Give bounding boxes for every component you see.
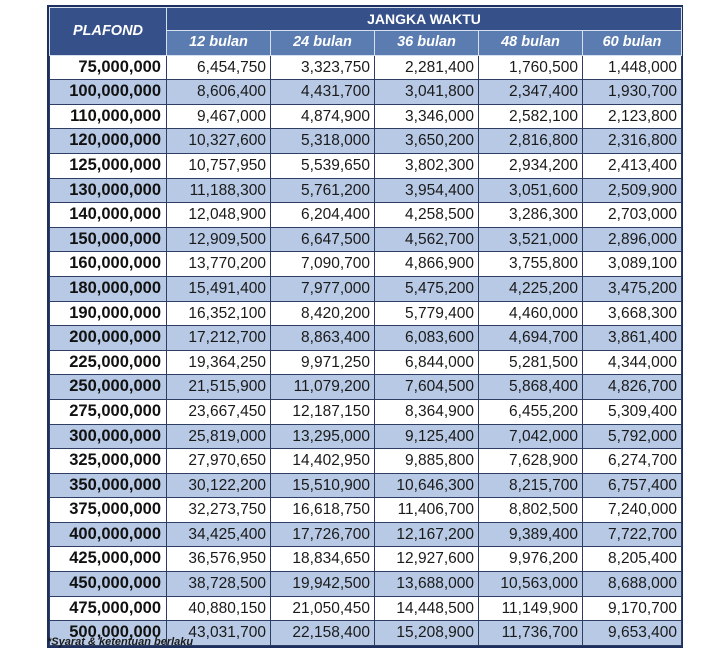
installment-cell: 10,757,950 (167, 153, 271, 178)
installment-cell: 21,515,900 (167, 375, 271, 400)
installment-cell: 36,576,950 (167, 547, 271, 572)
installment-cell: 2,896,000 (583, 227, 682, 252)
plafond-cell: 375,000,000 (50, 498, 167, 523)
installment-cell: 1,448,000 (583, 55, 682, 80)
table-body (50, 55, 682, 645)
plafond-cell: 200,000,000 (50, 326, 167, 351)
term-header: 48 bulan (479, 31, 583, 56)
installment-cell: 6,274,700 (583, 449, 682, 474)
installment-cell: 4,225,200 (479, 276, 583, 301)
installment-cell: 8,863,400 (271, 326, 375, 351)
installment-cell: 11,188,300 (167, 178, 271, 203)
table-row (50, 178, 682, 203)
installment-cell: 16,352,100 (167, 301, 271, 326)
installment-cell: 5,281,500 (479, 350, 583, 375)
plafond-cell: 100,000,000 (50, 80, 167, 105)
installment-cell: 4,874,900 (271, 104, 375, 129)
installment-cell: 5,779,400 (375, 301, 479, 326)
term-group-header: JANGKA WAKTU (167, 8, 682, 31)
installment-cell: 3,346,000 (375, 104, 479, 129)
installment-cell: 10,327,600 (167, 129, 271, 154)
installment-cell: 4,344,000 (583, 350, 682, 375)
table-row (50, 203, 682, 228)
installment-cell: 13,770,200 (167, 252, 271, 277)
installment-cell: 5,868,400 (479, 375, 583, 400)
plafond-cell: 130,000,000 (50, 178, 167, 203)
installment-cell: 15,510,900 (271, 473, 375, 498)
installment-table (49, 7, 682, 646)
installment-cell: 1,760,500 (479, 55, 583, 80)
installment-cell: 13,688,000 (375, 572, 479, 597)
plafond-cell: 120,000,000 (50, 129, 167, 154)
table-row (50, 498, 682, 523)
table-row (50, 227, 682, 252)
term-header: 12 bulan (167, 31, 271, 56)
installment-cell: 4,866,900 (375, 252, 479, 277)
installment-cell: 3,755,800 (479, 252, 583, 277)
installment-cell: 11,406,700 (375, 498, 479, 523)
installment-cell: 2,703,000 (583, 203, 682, 228)
header-row-group (50, 8, 682, 31)
installment-cell: 12,187,150 (271, 399, 375, 424)
installment-cell: 8,420,200 (271, 301, 375, 326)
installment-cell: 7,977,000 (271, 276, 375, 301)
installment-cell: 2,509,900 (583, 178, 682, 203)
table-row (50, 350, 682, 375)
installment-cell: 14,448,500 (375, 596, 479, 621)
installment-cell: 4,694,700 (479, 326, 583, 351)
installment-cell: 3,089,100 (583, 252, 682, 277)
installment-cell: 10,646,300 (375, 473, 479, 498)
installment-cell: 19,364,250 (167, 350, 271, 375)
installment-cell: 8,606,400 (167, 80, 271, 105)
table-row (50, 522, 682, 547)
plafond-cell: 475,000,000 (50, 596, 167, 621)
term-header: 60 bulan (583, 31, 682, 56)
installment-cell: 15,208,900 (375, 621, 479, 646)
installment-cell: 8,364,900 (375, 399, 479, 424)
plafond-cell: 180,000,000 (50, 276, 167, 301)
installment-cell: 9,971,250 (271, 350, 375, 375)
installment-cell: 5,761,200 (271, 178, 375, 203)
installment-cell: 9,885,800 (375, 449, 479, 474)
installment-cell: 12,927,600 (375, 547, 479, 572)
installment-cell: 8,688,000 (583, 572, 682, 597)
plafond-cell: 250,000,000 (50, 375, 167, 400)
installment-cell: 12,048,900 (167, 203, 271, 228)
installment-cell: 4,431,700 (271, 80, 375, 105)
term-header: 36 bulan (375, 31, 479, 56)
plafond-cell: 110,000,000 (50, 104, 167, 129)
installment-cell: 5,539,650 (271, 153, 375, 178)
table-row (50, 252, 682, 277)
installment-cell: 21,050,450 (271, 596, 375, 621)
installment-cell: 3,650,200 (375, 129, 479, 154)
installment-cell: 34,425,400 (167, 522, 271, 547)
plafond-header: PLAFOND (50, 8, 167, 56)
plafond-cell: 400,000,000 (50, 522, 167, 547)
installment-cell: 7,604,500 (375, 375, 479, 400)
table-row (50, 399, 682, 424)
installment-cell: 6,204,400 (271, 203, 375, 228)
installment-cell: 12,909,500 (167, 227, 271, 252)
installment-cell: 4,460,000 (479, 301, 583, 326)
plafond-cell: 125,000,000 (50, 153, 167, 178)
installment-cell: 8,205,400 (583, 547, 682, 572)
table-row (50, 424, 682, 449)
installment-cell: 3,668,300 (583, 301, 682, 326)
installment-cell: 3,521,000 (479, 227, 583, 252)
installment-cell: 30,122,200 (167, 473, 271, 498)
installment-cell: 10,563,000 (479, 572, 583, 597)
installment-cell: 9,653,400 (583, 621, 682, 646)
plafond-cell: 325,000,000 (50, 449, 167, 474)
installment-cell: 7,090,700 (271, 252, 375, 277)
installment-cell: 11,736,700 (479, 621, 583, 646)
plafond-cell: 350,000,000 (50, 473, 167, 498)
plafond-cell: 450,000,000 (50, 572, 167, 597)
installment-cell: 2,316,800 (583, 129, 682, 154)
table-row (50, 153, 682, 178)
installment-cell: 22,158,400 (271, 621, 375, 646)
installment-cell: 3,041,800 (375, 80, 479, 105)
plafond-cell: 75,000,000 (50, 55, 167, 80)
plafond-cell: 150,000,000 (50, 227, 167, 252)
installment-cell: 38,728,500 (167, 572, 271, 597)
table-row (50, 129, 682, 154)
installment-cell: 1,930,700 (583, 80, 682, 105)
plafond-cell: 160,000,000 (50, 252, 167, 277)
installment-cell: 6,844,000 (375, 350, 479, 375)
table-row (50, 80, 682, 105)
installment-cell: 43,031,700 (167, 621, 271, 646)
installment-cell: 4,826,700 (583, 375, 682, 400)
installment-cell: 13,295,000 (271, 424, 375, 449)
table-row (50, 547, 682, 572)
installment-cell: 9,976,200 (479, 547, 583, 572)
installment-cell: 5,309,400 (583, 399, 682, 424)
table-row (50, 326, 682, 351)
installment-cell: 2,816,800 (479, 129, 583, 154)
installment-cell: 6,757,400 (583, 473, 682, 498)
installment-cell: 14,402,950 (271, 449, 375, 474)
installment-table-container (47, 5, 683, 648)
installment-cell: 32,273,750 (167, 498, 271, 523)
table-row (50, 572, 682, 597)
plafond-cell: 190,000,000 (50, 301, 167, 326)
installment-cell: 4,258,500 (375, 203, 479, 228)
installment-cell: 23,667,450 (167, 399, 271, 424)
installment-cell: 3,802,300 (375, 153, 479, 178)
installment-cell: 3,861,400 (583, 326, 682, 351)
installment-cell: 12,167,200 (375, 522, 479, 547)
table-row (50, 104, 682, 129)
plafond-cell: 140,000,000 (50, 203, 167, 228)
installment-cell: 2,413,400 (583, 153, 682, 178)
installment-cell: 16,618,750 (271, 498, 375, 523)
installment-cell: 27,970,650 (167, 449, 271, 474)
installment-cell: 7,722,700 (583, 522, 682, 547)
installment-cell: 25,819,000 (167, 424, 271, 449)
installment-cell: 5,475,200 (375, 276, 479, 301)
plafond-cell: 300,000,000 (50, 424, 167, 449)
table-row (50, 55, 682, 80)
plafond-cell: 500,000,000 (50, 621, 167, 646)
installment-cell: 7,042,000 (479, 424, 583, 449)
table-row (50, 449, 682, 474)
table-row (50, 375, 682, 400)
plafond-cell: 275,000,000 (50, 399, 167, 424)
installment-cell: 2,582,100 (479, 104, 583, 129)
installment-cell: 2,123,800 (583, 104, 682, 129)
installment-cell: 6,083,600 (375, 326, 479, 351)
installment-cell: 9,467,000 (167, 104, 271, 129)
installment-cell: 3,286,300 (479, 203, 583, 228)
plafond-cell: 225,000,000 (50, 350, 167, 375)
installment-cell: 3,323,750 (271, 55, 375, 80)
installment-cell: 17,212,700 (167, 326, 271, 351)
installment-cell: 2,934,200 (479, 153, 583, 178)
installment-cell: 2,281,400 (375, 55, 479, 80)
installment-cell: 9,389,400 (479, 522, 583, 547)
installment-cell: 7,240,000 (583, 498, 682, 523)
plafond-cell: 425,000,000 (50, 547, 167, 572)
table-row (50, 276, 682, 301)
installment-cell: 5,318,000 (271, 129, 375, 154)
installment-cell: 18,834,650 (271, 547, 375, 572)
installment-cell: 9,170,700 (583, 596, 682, 621)
installment-cell: 3,051,600 (479, 178, 583, 203)
installment-cell: 15,491,400 (167, 276, 271, 301)
installment-cell: 6,455,200 (479, 399, 583, 424)
table-header (50, 8, 682, 56)
installment-cell: 3,954,400 (375, 178, 479, 203)
footnote: *Syarat & ketentuan berlaku (47, 636, 194, 648)
installment-cell: 11,079,200 (271, 375, 375, 400)
installment-cell: 3,475,200 (583, 276, 682, 301)
installment-cell: 11,149,900 (479, 596, 583, 621)
installment-cell: 9,125,400 (375, 424, 479, 449)
installment-cell: 19,942,500 (271, 572, 375, 597)
installment-cell: 5,792,000 (583, 424, 682, 449)
installment-cell: 8,215,700 (479, 473, 583, 498)
installment-cell: 6,647,500 (271, 227, 375, 252)
installment-cell: 17,726,700 (271, 522, 375, 547)
installment-cell: 40,880,150 (167, 596, 271, 621)
term-header: 24 bulan (271, 31, 375, 56)
table-row (50, 301, 682, 326)
installment-cell: 4,562,700 (375, 227, 479, 252)
table-row (50, 473, 682, 498)
table-row (50, 596, 682, 621)
installment-cell: 6,454,750 (167, 55, 271, 80)
installment-cell: 2,347,400 (479, 80, 583, 105)
installment-cell: 8,802,500 (479, 498, 583, 523)
installment-cell: 7,628,900 (479, 449, 583, 474)
